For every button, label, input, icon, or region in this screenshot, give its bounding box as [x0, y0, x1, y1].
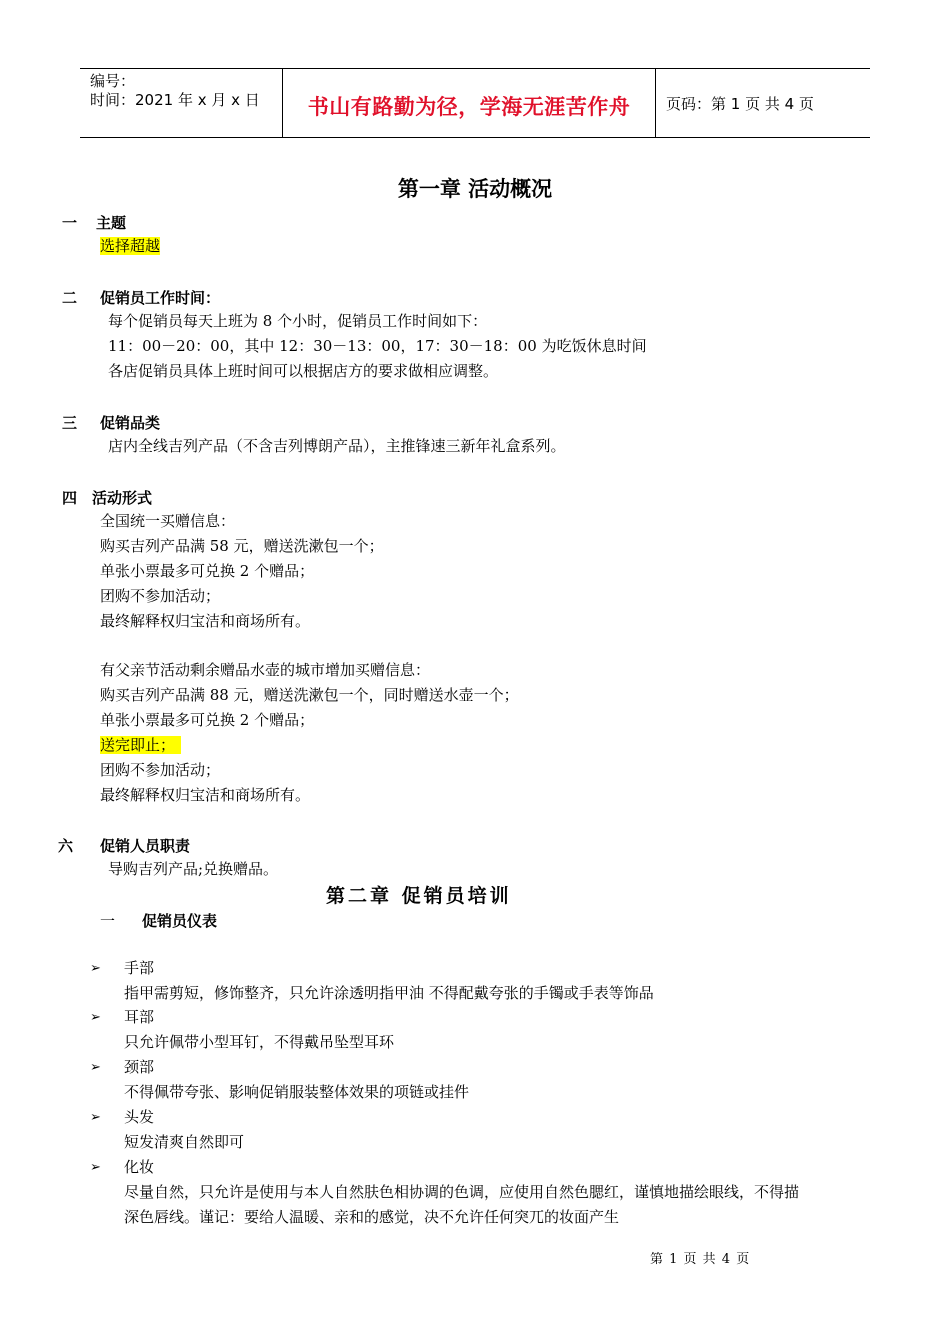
section-number: 六 [58, 837, 74, 855]
section-title: 促销人员职责 [100, 837, 191, 855]
arrow-bullet-icon: ➢ [90, 1160, 101, 1175]
body-line: 每个促销员每天上班为 8 个小时，促销员工作时间如下： [108, 312, 488, 330]
bullet-desc: 指甲需剪短，修饰整齐，只允许涂透明指甲油 不得配戴夸张的手镯或手表等饰品 [124, 984, 654, 1002]
body-line: 单张小票最多可兑换 2 个赠品； [100, 711, 315, 729]
header-page-cell [656, 69, 870, 137]
header-number: 编号： [90, 72, 136, 90]
section-title: 主题 [96, 214, 127, 232]
bullet-desc: 深色唇线。谨记：要给人温暖、亲和的感觉，决不允许任何突兀的妆面产生 [124, 1208, 620, 1226]
section-number: 四 [62, 489, 78, 507]
body-line: 店内全线吉列产品（不含吉列博朗产品），主推锋速三新年礼盒系列。 [108, 437, 566, 455]
section-title: 促销员工作时间： [100, 289, 221, 307]
body-line: 团购不参加活动； [100, 587, 221, 605]
header-page-info: 页码：第 1 页 共 4 页 [666, 95, 814, 113]
body-line: 购买吉列产品满 58 元，赠送洗漱包一个； [100, 537, 384, 555]
bullet-desc: 只允许佩带小型耳钉，不得戴吊坠型耳环 [124, 1033, 395, 1051]
section-title: 促销员仪表 [142, 912, 218, 930]
body-line: 购买吉列产品满 88 元，赠送洗漱包一个，同时赠送水壶一个； [100, 686, 519, 704]
arrow-bullet-icon: ➢ [90, 961, 101, 976]
body-line: 单张小票最多可兑换 2 个赠品； [100, 562, 315, 580]
section-number: 一 [100, 912, 116, 930]
arrow-bullet-icon: ➢ [90, 1010, 101, 1025]
bullet-label: 手部 [124, 959, 155, 977]
bullet-label: 耳部 [124, 1008, 155, 1026]
body-line: 最终解释权归宝洁和商场所有。 [100, 612, 311, 630]
highlighted-text: 选择超越 [100, 237, 161, 255]
body-line: 团购不参加活动； [100, 761, 221, 779]
body-line: 最终解释权归宝洁和商场所有。 [100, 786, 311, 804]
bullet-desc: 不得佩带夸张、影响促销服装整体效果的项链或挂件 [124, 1083, 470, 1101]
bullet-label: 颈部 [124, 1058, 155, 1076]
header-motto: 书山有路勤为径，学海无涯苦作舟 [307, 95, 631, 119]
chapter1-title: 第一章 活动概况 [397, 177, 553, 201]
section-title: 促销品类 [100, 414, 161, 432]
body-line: 11：00－20：00，其中 12：30－13：00，17：30－18：00 为吃饭休息时间 [108, 337, 647, 355]
bullet-label: 化妆 [124, 1158, 155, 1176]
arrow-bullet-icon: ➢ [90, 1060, 101, 1075]
body-line: 各店促销员具体上班时间可以根据店方的要求做相应调整。 [108, 362, 499, 380]
bullet-label: 头发 [124, 1108, 155, 1126]
bullet-desc: 尽量自然，只允许是使用与本人自然肤色相协调的色调，应使用自然色腮红，谨慎地描绘眼线，不得描 [124, 1183, 800, 1201]
section-title: 活动形式 [92, 489, 153, 507]
bullet-desc: 短发清爽自然即可 [124, 1133, 245, 1151]
arrow-bullet-icon: ➢ [90, 1110, 101, 1125]
chapter2-title: 第二章 促销员培训 [326, 885, 512, 907]
header-time: 时间：2021 年 x 月 x 日 [90, 91, 260, 109]
body-line: 导购吉列产品;兑换赠品。 [108, 860, 279, 878]
body-line: 全国统一买赠信息： [100, 512, 236, 530]
header-meta-cell [80, 69, 282, 137]
highlighted-text: 送完即止； [100, 736, 181, 754]
section-number: 二 [62, 289, 78, 307]
section-number: 三 [62, 414, 78, 432]
header-motto-cell [282, 69, 656, 137]
page-footer: 第 1 页 共 4 页 [650, 1252, 750, 1267]
body-line: 有父亲节活动剩余赠品水壶的城市增加买赠信息： [100, 661, 431, 679]
page-header-table [80, 68, 870, 138]
section-number: 一 [62, 214, 78, 232]
